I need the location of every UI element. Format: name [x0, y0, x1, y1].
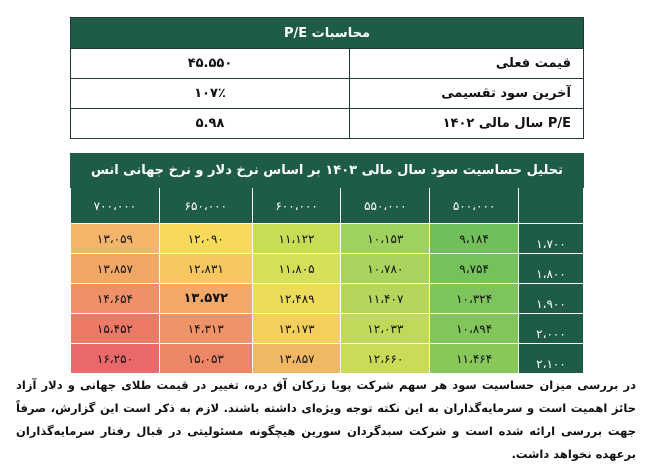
- sensitivity-row: [71, 284, 584, 314]
- sensitivity-cell: ۱۱،۸۰۵: [252, 254, 341, 284]
- sensitivity-cell: ۱۱،۴۶۴: [430, 344, 519, 374]
- sensitivity-cell: ۱۳،۸۵۷: [252, 344, 341, 374]
- sensitivity-row: [71, 254, 584, 284]
- sensitivity-cell: ۱۰،۳۲۴: [430, 284, 519, 314]
- sensitivity-cell: ۱۶،۲۵۰: [71, 344, 160, 374]
- pe-row-pe-ratio: [71, 109, 584, 139]
- sensitivity-cell: ۱۰،۸۹۴: [430, 314, 519, 344]
- sensitivity-cell: ۹،۷۵۴: [430, 254, 519, 284]
- sensitivity-title-row: [71, 154, 584, 188]
- sensitivity-cell: ۱۵،۰۵۳: [159, 344, 252, 374]
- column-header: ۵۵۰،۰۰۰: [341, 188, 430, 224]
- sensitivity-table: [70, 153, 584, 374]
- sensitivity-cell: ۱۳،۱۷۳: [252, 314, 341, 344]
- column-header: ۵۰۰،۰۰۰: [430, 188, 519, 224]
- sensitivity-cell: ۱۲،۴۸۹: [252, 284, 341, 314]
- sensitivity-cell: ۱۳،۰۵۹: [71, 224, 160, 254]
- sensitivity-cell: ۱۴،۳۱۳: [159, 314, 252, 344]
- sensitivity-cell: ۱۳،۸۵۷: [71, 254, 160, 284]
- sensitivity-column-header-row: [71, 188, 584, 224]
- sensitivity-cell: ۱۰،۱۵۳: [341, 224, 430, 254]
- pe-table-title: محاسبات P/E: [71, 18, 584, 49]
- row-header: ۲،۱۰۰: [519, 344, 584, 374]
- sensitivity-cell: ۱۰،۷۸۰: [341, 254, 430, 284]
- sensitivity-row: [71, 344, 584, 374]
- pe-row-label: آخرین سود تقسیمی: [350, 79, 584, 109]
- report-content: [70, 17, 584, 374]
- sensitivity-cell: ۱۴،۶۵۴: [71, 284, 160, 314]
- pe-table: [70, 17, 584, 139]
- pe-table-header-row: [71, 18, 584, 49]
- sensitivity-cell: ۹،۱۸۴: [430, 224, 519, 254]
- sensitivity-row: [71, 224, 584, 254]
- pe-row-value: ۱۰۷٪: [71, 79, 350, 109]
- sensitivity-cell: ۱۵،۴۵۲: [71, 314, 160, 344]
- row-header: ۲،۰۰۰: [519, 314, 584, 344]
- sensitivity-corner-cell: [519, 188, 584, 224]
- sensitivity-cell: ۱۲،۶۶۰: [341, 344, 430, 374]
- pe-row-label: قیمت فعلی: [350, 49, 584, 79]
- sensitivity-cell: ۱۲،۸۳۱: [159, 254, 252, 284]
- row-header: ۱،۹۰۰: [519, 284, 584, 314]
- pe-row-last-dividend: [71, 79, 584, 109]
- column-header: ۷۰۰،۰۰۰: [71, 188, 160, 224]
- disclaimer-paragraph: در بررسی میزان حساسیت سود هر سهم شرکت پویا زرکان آق دره، تغییر در قیمت طلای جهانی و دلار آزاد حائز اهمیت است و سرمایه‌گذاران به این نکته توجه ویژه‌ای داشته باشند. لازم به ذکر است این گزارش، صرفاً جهت بررسی ارائه شده است و شرکت سبدگردان سورین هیچگونه مسئولیتی در قبال رفتار سرمایه‌گذاران برعهده نخواهد داشت.: [16, 378, 636, 461]
- pe-row-value: ۴۵.۵۵۰: [71, 49, 350, 79]
- row-header: ۱،۷۰۰: [519, 224, 584, 254]
- pe-row-value: ۵.۹۸: [71, 109, 350, 139]
- sensitivity-title: تحلیل حساسیت سود سال مالی ۱۴۰۳ بر اساس نرخ دلار و نرخ جهانی انس: [71, 154, 584, 188]
- pe-row-label: P/E سال مالی ۱۴۰۲: [350, 109, 584, 139]
- sensitivity-cell: ۱۱،۴۰۷: [341, 284, 430, 314]
- sensitivity-cell-highlight: ۱۳.۵۷۲: [159, 284, 252, 314]
- sensitivity-cell: ۱۲،۰۳۳: [341, 314, 430, 344]
- pe-row-current-price: [71, 49, 584, 79]
- sensitivity-cell: ۱۲،۰۹۰: [159, 224, 252, 254]
- sensitivity-cell: ۱۱،۱۲۲: [252, 224, 341, 254]
- column-header: ۶۰۰،۰۰۰: [252, 188, 341, 224]
- sensitivity-row: [71, 314, 584, 344]
- row-header: ۱،۸۰۰: [519, 254, 584, 284]
- column-header: ۶۵۰،۰۰۰: [159, 188, 252, 224]
